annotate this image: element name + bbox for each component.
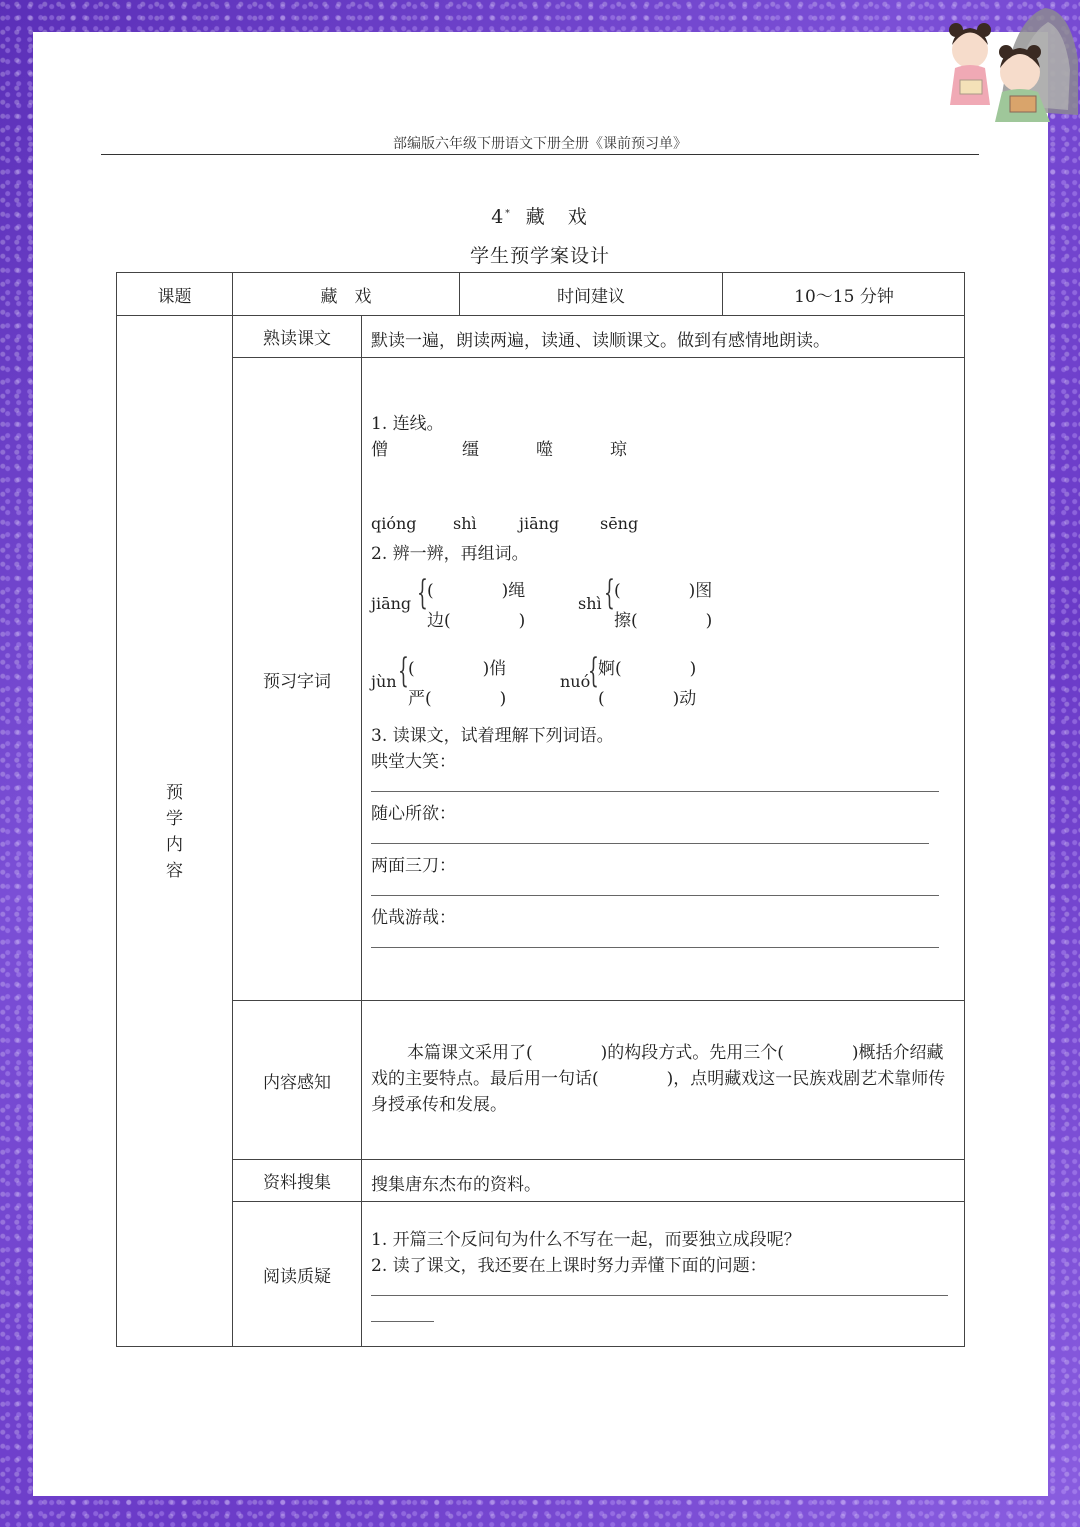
read-content: 默读一遍，朗读两遍，读通、读顺课文。做到有感情地朗读。 bbox=[371, 331, 830, 351]
pinyin-4: sēng bbox=[600, 514, 639, 533]
question-2: 2. 读了课文，我还要在上课时努力弄懂下面的问题： bbox=[371, 1256, 767, 1276]
group4-top: 婀( ) bbox=[598, 659, 697, 679]
perceive-label: 内容感知 bbox=[263, 1072, 331, 1093]
header-title: 部编版六年级下册语文下册全册《课前预习单》 bbox=[393, 136, 687, 152]
section-label-char: 预 bbox=[166, 782, 183, 803]
time-label: 时间建议 bbox=[557, 286, 625, 307]
header-divider bbox=[101, 154, 979, 155]
answer-line[interactable] bbox=[371, 1321, 434, 1322]
term-1: 哄堂大笑： bbox=[371, 752, 456, 772]
answer-line[interactable] bbox=[371, 791, 939, 792]
term-3: 两面三刀： bbox=[371, 856, 456, 876]
char-3: 噬 bbox=[536, 440, 553, 460]
pinyin-1: qióng bbox=[371, 514, 417, 533]
lesson-title bbox=[0, 202, 1080, 229]
group4-pinyin: nuó bbox=[560, 672, 591, 691]
pinyin-2: shì bbox=[453, 514, 477, 533]
collect-label: 资料搜集 bbox=[263, 1173, 331, 1193]
question-1: 1. 开篇三个反问句为什么不写在一起，而要独立成段呢？ bbox=[371, 1230, 801, 1250]
answer-line[interactable] bbox=[371, 1295, 948, 1296]
topic-value: 藏 戏 bbox=[320, 286, 372, 307]
answer-line[interactable] bbox=[371, 843, 929, 844]
group3-bottom: 严( ) bbox=[408, 689, 507, 709]
answer-line[interactable] bbox=[371, 895, 939, 896]
char-2: 缰 bbox=[462, 440, 479, 460]
lesson-mark: * bbox=[505, 208, 512, 219]
section-label-char: 容 bbox=[166, 860, 183, 881]
words-q3: 3. 读课文，试着理解下列词语。 bbox=[371, 726, 614, 746]
group3-top: ( )俏 bbox=[408, 659, 507, 679]
question-label: 阅读质疑 bbox=[263, 1267, 331, 1287]
brace-icon: { bbox=[417, 573, 428, 613]
reading-children-illustration bbox=[940, 0, 1080, 125]
lesson-name: 藏 戏 bbox=[525, 206, 589, 228]
words-q2: 2. 辨一辨，再组词。 bbox=[371, 544, 529, 564]
table-rule bbox=[361, 316, 362, 1347]
pinyin-3: jiāng bbox=[519, 514, 560, 533]
brace-icon: { bbox=[588, 651, 599, 691]
section-label bbox=[116, 316, 233, 1347]
group2-pinyin: shì bbox=[578, 594, 602, 613]
lesson-number: 4 bbox=[491, 206, 506, 228]
group1-bottom: 边( ) bbox=[427, 611, 526, 631]
group1-top: ( )绳 bbox=[427, 581, 526, 601]
subtitle: 学生预学案设计 bbox=[469, 245, 610, 267]
perceive-content: 本篇课文采用了( )的构段方式。先用三个( )概括介绍藏戏的主要特点。最后用一句话( )，点明藏戏这一民族戏剧艺术靠师传身授承传和发展。 bbox=[371, 1043, 946, 1115]
words-q1: 1. 连线。 bbox=[371, 414, 444, 434]
section-label-char: 学 bbox=[166, 808, 183, 829]
char-1: 僧 bbox=[371, 440, 388, 460]
group3-pinyin: jùn bbox=[371, 672, 397, 691]
term-4: 优哉游哉： bbox=[371, 908, 456, 928]
section-label-char: 内 bbox=[166, 834, 183, 855]
words-label: 预习字词 bbox=[263, 671, 331, 692]
group1-pinyin: jiāng bbox=[371, 594, 412, 613]
answer-line[interactable] bbox=[371, 947, 939, 948]
time-value: 10～15 分钟 bbox=[794, 286, 894, 307]
read-label: 熟读课文 bbox=[263, 329, 331, 349]
group4-bottom: ( )动 bbox=[598, 689, 697, 709]
group2-bottom: 擦( ) bbox=[614, 611, 713, 631]
collect-content: 搜集唐东杰布的资料。 bbox=[371, 1175, 541, 1195]
term-2: 随心所欲： bbox=[371, 804, 456, 824]
group2-top: ( )图 bbox=[614, 581, 713, 601]
char-4: 琼 bbox=[610, 440, 627, 460]
brace-icon: { bbox=[398, 651, 409, 691]
brace-icon: { bbox=[604, 573, 615, 613]
topic-label: 课题 bbox=[157, 286, 192, 307]
